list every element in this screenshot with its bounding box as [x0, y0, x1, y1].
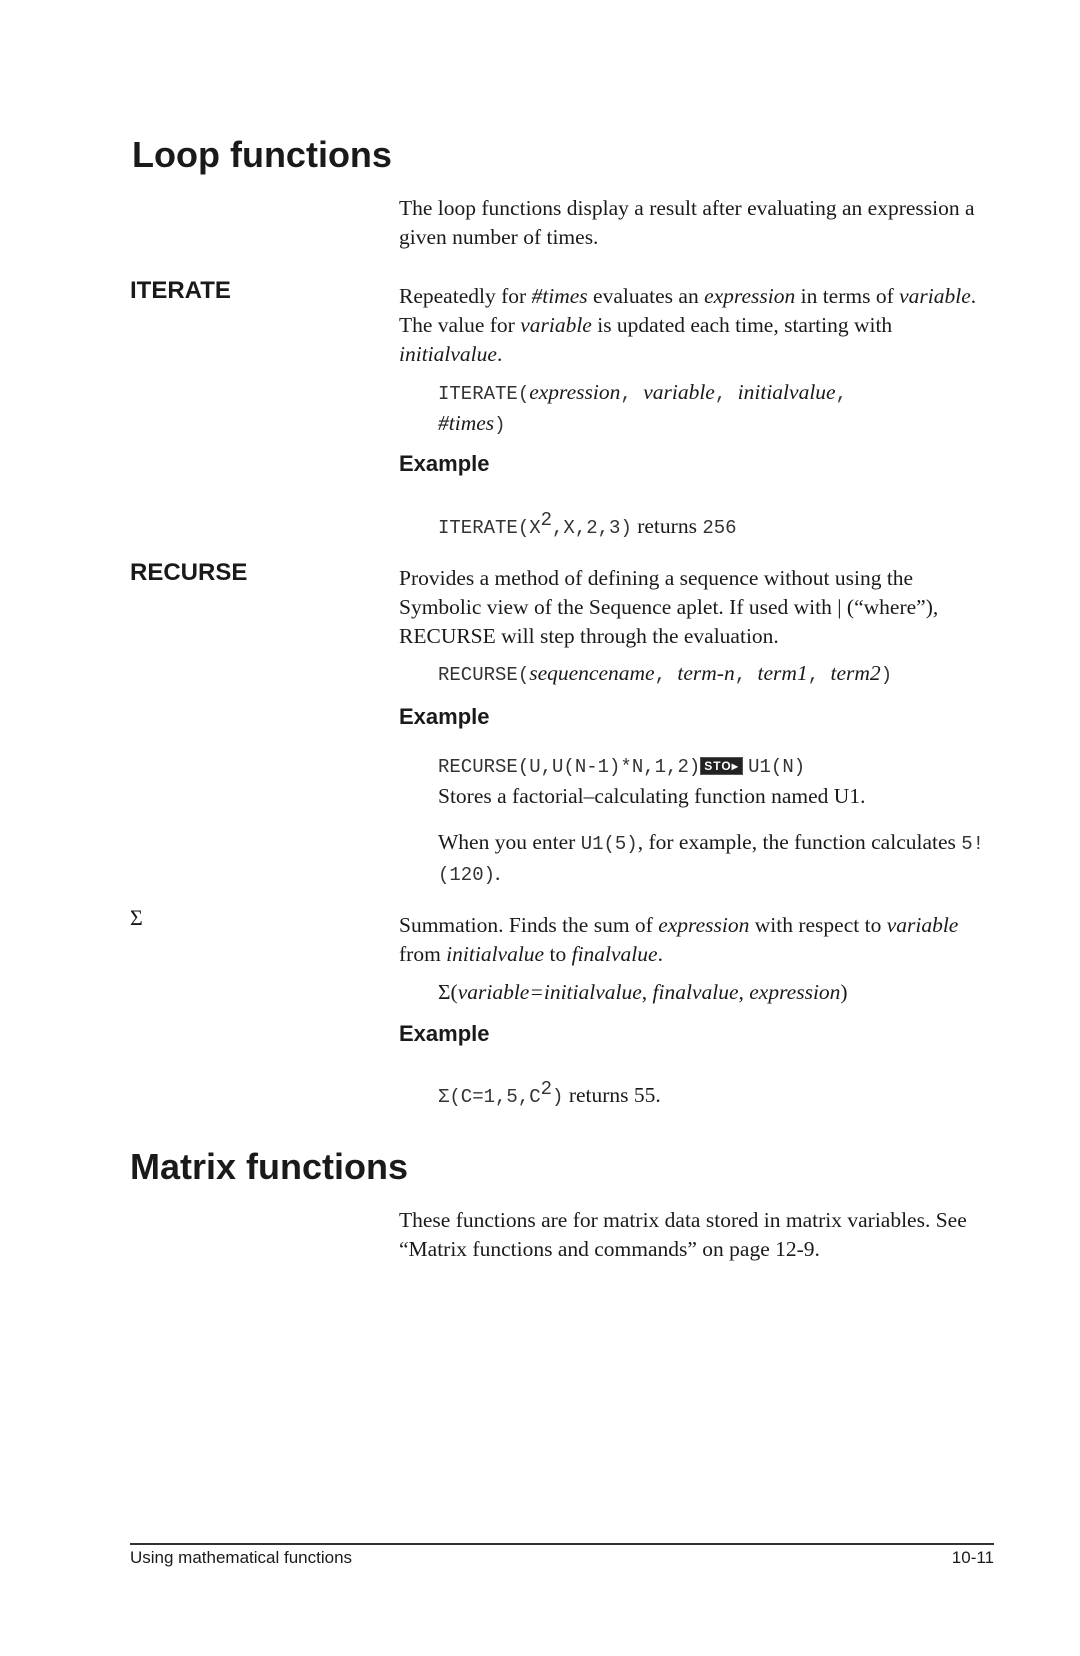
recurse-example: RECURSE(U,U(N-1)*N,1,2) STO▸ U1(N) Stores a factorial–calculating function named U1.: [438, 756, 866, 808]
iterate-syntax: ITERATE(expression, variable, initialvalue, #times): [438, 380, 847, 436]
footer-rule: [130, 1543, 994, 1545]
sigma-syntax: Σ(variable=initialvalue, finalvalue, expression): [438, 980, 848, 1004]
iterate-example-label: Example: [399, 451, 490, 476]
recurse-description: Provides a method of defining a sequence without using the Symbolic view of the Sequence aplet. If used with | (“where”), RECURSE will step through the evaluation.: [399, 566, 939, 648]
recurse-example-note: When you enter U1(5), for example, the function calculates 5! (120).: [438, 830, 985, 886]
iterate-description: Repeatedly for #times evaluates an expression in terms of variable. The value for variable is updated each time, starting with initialvalue.: [399, 284, 977, 366]
sigma-heading: Σ: [130, 905, 143, 930]
sigma-description: Summation. Finds the sum of expression with respect to variable from initialvalue to finalvalue.: [399, 913, 959, 966]
sto-key-icon: STO▸: [700, 757, 742, 775]
page-number: 10-11: [951, 1548, 994, 1567]
recurse-syntax: RECURSE(sequencename, term-n, term1, term2): [438, 661, 893, 686]
footer-chapter: Using mathematical functions: [130, 1548, 353, 1567]
matrix-description: These functions are for matrix data stored in matrix variables. See “Matrix functions and commands” on page 12-9.: [399, 1208, 967, 1261]
section-title-matrix-functions: Matrix functions: [130, 1146, 409, 1187]
loop-intro: The loop functions display a result after evaluating an expression a given number of times.: [399, 196, 975, 249]
recurse-example-label: Example: [399, 704, 490, 729]
sigma-example-label: Example: [399, 1021, 490, 1046]
iterate-heading: ITERATE: [130, 277, 231, 304]
section-title-loop-functions: Loop functions: [132, 134, 392, 175]
recurse-heading: RECURSE: [130, 559, 248, 586]
iterate-example: $ITERATE(X^2,X,2,3)$ returns 256: [438, 509, 737, 539]
sigma-example: $\Sigma(C=1,5,C^2)$ returns 55.: [438, 1078, 661, 1108]
